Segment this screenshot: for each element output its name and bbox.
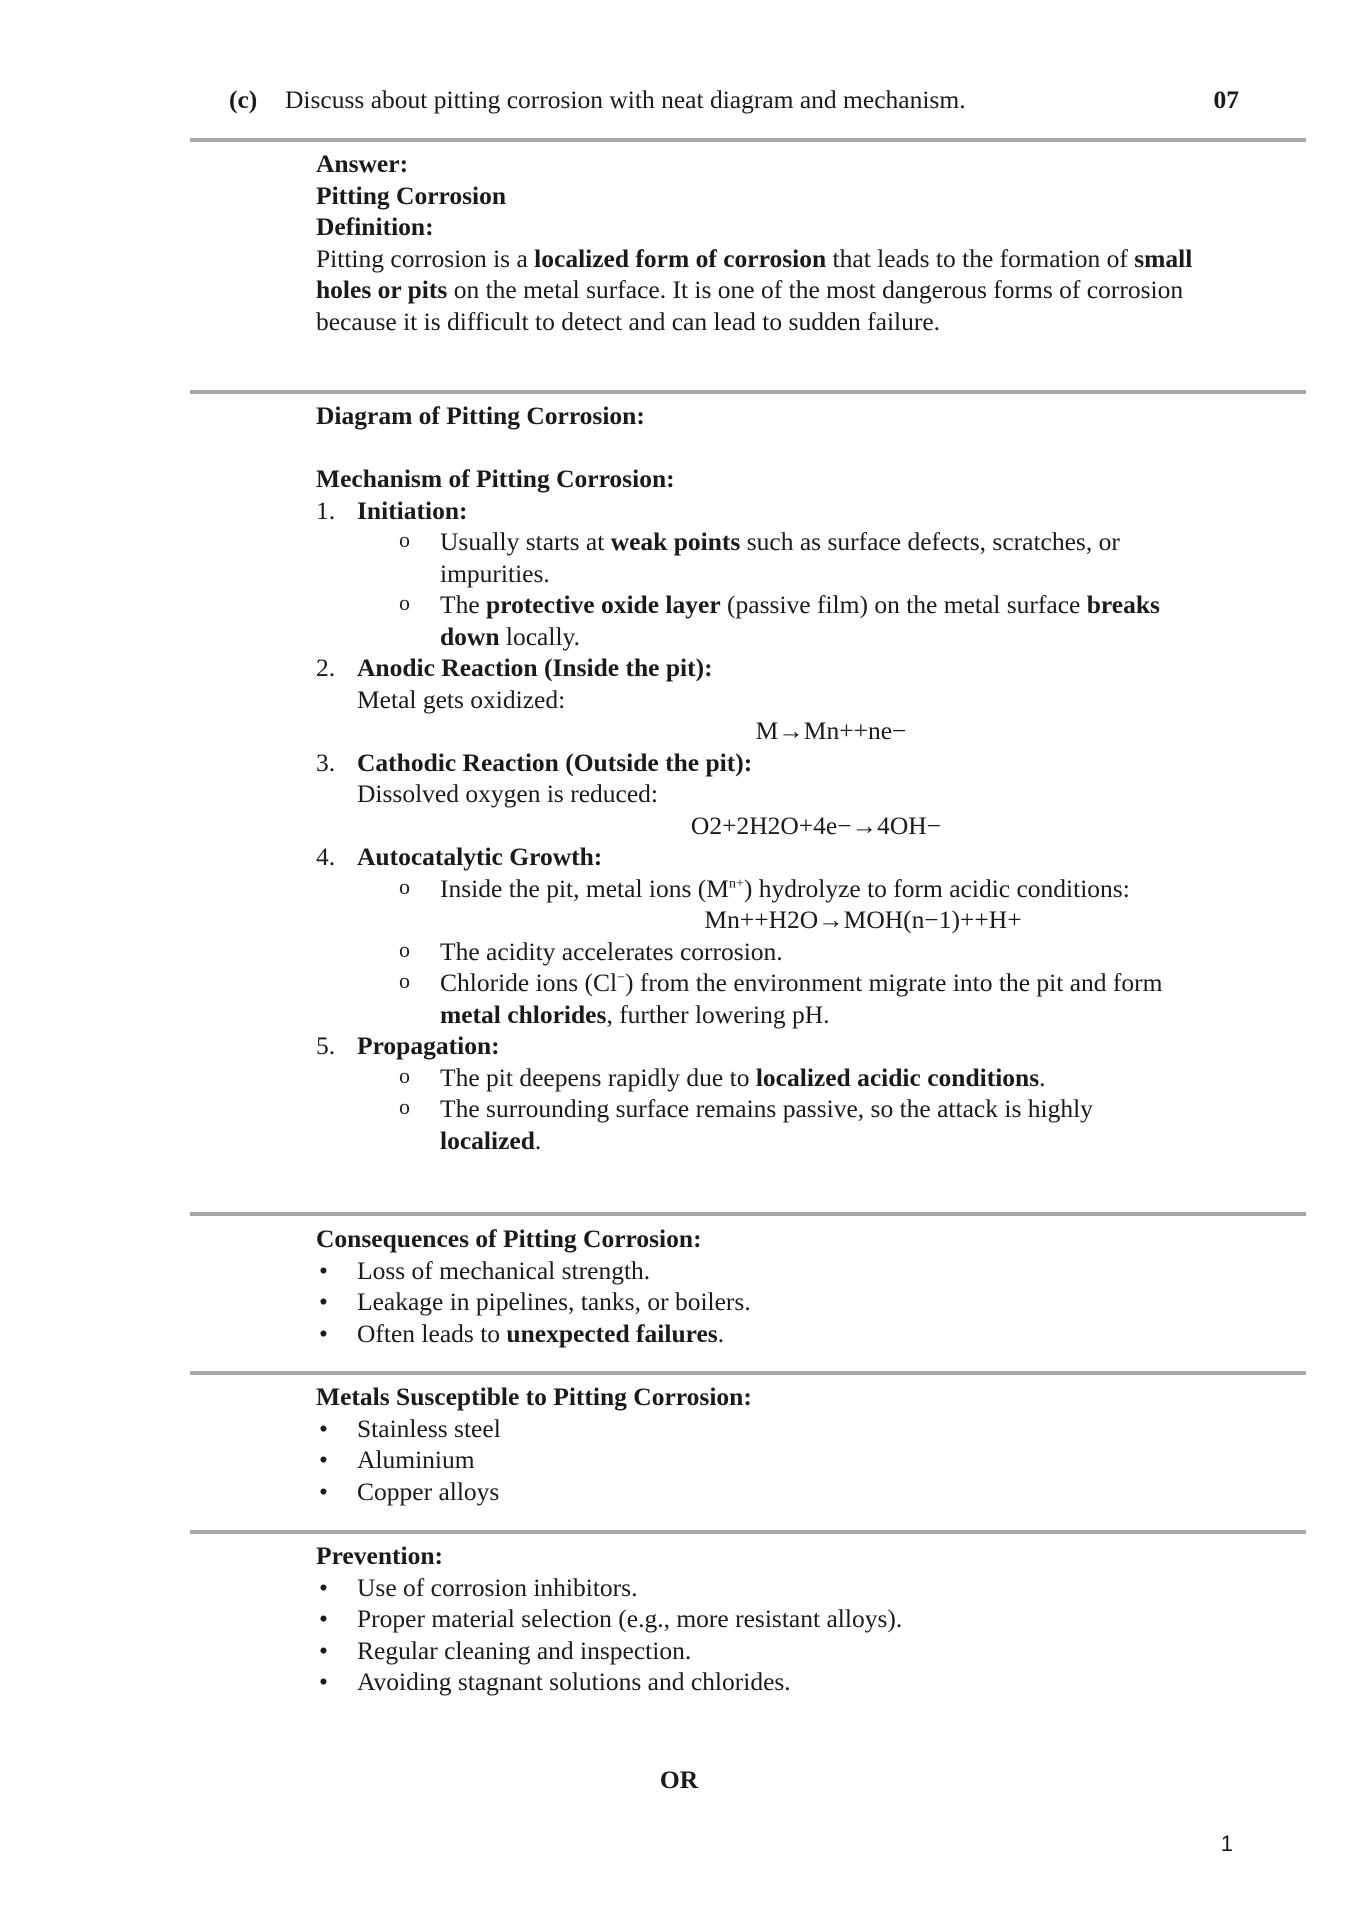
consequences-section bbox=[316, 1223, 1196, 1349]
bullet-dot: • bbox=[319, 1255, 328, 1285]
step-title: Anodic Reaction (Inside the pit): bbox=[357, 653, 713, 682]
list-item: o The protective oxide layer (passive film) on the metal surface breaks down locally. bbox=[316, 589, 1196, 652]
metals-section bbox=[316, 1381, 1196, 1507]
mechanism-step-propagation bbox=[316, 1030, 1196, 1062]
bullet-dot: • bbox=[319, 1635, 328, 1665]
or-separator: OR bbox=[659, 1765, 699, 1794]
list-item: • Aluminium bbox=[319, 1445, 475, 1474]
mechanism-step-cathodic bbox=[316, 747, 1196, 810]
bullet-o: o bbox=[399, 873, 410, 899]
list-item: • Stainless steel bbox=[319, 1413, 501, 1443]
answer-title: Pitting Corrosion bbox=[316, 180, 507, 210]
definition-paragraph: Pitting corrosion is a localized form of corrosion that leads to the formation of small holes or pits on the metal surface. It is one of the most dangerous forms of corrosion because it is difficult to detect and can lead to sudden failure. bbox=[316, 243, 1193, 336]
list-item: o Inside the pit, metal ions $(M^{n+})$ hydrolyze to form acidic conditions: Mn++H2O→MOH(n−1)++H+ bbox=[316, 873, 1196, 936]
step-number: 3. bbox=[316, 747, 336, 777]
list-item: o Usually starts at weak points such as surface defects, scratches, or impurities. bbox=[316, 526, 1196, 589]
cathodic-equation: O2+2H2O+4e−→4OH− bbox=[690, 810, 942, 840]
bullet-o: o bbox=[399, 1062, 410, 1088]
list-item: • Often leads to unexpected failures. bbox=[319, 1318, 725, 1348]
bullet-dot: • bbox=[319, 1476, 328, 1506]
consequences-list bbox=[316, 1255, 1196, 1350]
bullet-o: o bbox=[399, 590, 410, 615]
autocatalytic-list bbox=[316, 873, 1196, 1031]
prevention-heading: Prevention: bbox=[316, 1541, 444, 1570]
bullet-dot: • bbox=[319, 1413, 328, 1443]
step-text: Dissolved oxygen is reduced: bbox=[357, 779, 658, 808]
list-item: • Avoiding stagnant solutions and chlorides. bbox=[319, 1667, 791, 1696]
list-item: • Leakage in pipelines, tanks, or boilers. bbox=[319, 1287, 751, 1316]
step-number: 4. bbox=[316, 842, 336, 871]
prevention-section bbox=[316, 1540, 1196, 1698]
mechanism-step-anodic bbox=[316, 652, 1196, 715]
prevention-list bbox=[316, 1572, 1196, 1698]
bullet-dot: • bbox=[319, 1287, 328, 1316]
step-title: Cathodic Reaction (Outside the pit): bbox=[357, 747, 753, 777]
step-title: Propagation: bbox=[357, 1031, 500, 1060]
bullet-dot: • bbox=[319, 1318, 328, 1348]
list-item: • Proper material selection (e.g., more resistant alloys). bbox=[319, 1604, 903, 1633]
step-title: Autocatalytic Growth: bbox=[357, 842, 603, 871]
mechanism-heading: Mechanism of Pitting Corrosion: bbox=[316, 464, 675, 493]
list-item: • Copper alloys bbox=[319, 1476, 500, 1506]
question-label: (c) bbox=[229, 85, 258, 114]
hydrolysis-equation: Mn++H2O→MOH(n−1)++H+ bbox=[704, 905, 1022, 934]
divider bbox=[190, 1212, 1306, 1216]
step-title: Initiation: bbox=[357, 495, 468, 525]
bullet-o: o bbox=[399, 1094, 410, 1119]
definition-heading: Definition: bbox=[316, 212, 434, 241]
list-item: o Chloride ions (Cl−) from the environment migrate into the pit and form metal chlorides, further lowering pH. bbox=[316, 967, 1196, 1030]
step-number: 2. bbox=[316, 653, 336, 682]
bullet-o: o bbox=[399, 936, 410, 962]
list-item: o The surrounding surface remains passive, so the attack is highly localized. bbox=[316, 1093, 1196, 1156]
answer-section bbox=[316, 148, 1196, 337]
divider bbox=[190, 1371, 1306, 1375]
list-item: • Loss of mechanical strength. bbox=[319, 1255, 651, 1285]
mechanism-section bbox=[316, 400, 1196, 1156]
diagram-heading: Diagram of Pitting Corrosion: bbox=[316, 401, 645, 430]
list-item: • Use of corrosion inhibitors. bbox=[319, 1572, 638, 1602]
bullet-dot: • bbox=[319, 1667, 328, 1696]
step-number: 1. bbox=[316, 495, 336, 525]
question-text: Discuss about pitting corrosion with neat diagram and mechanism. bbox=[285, 85, 966, 114]
initiation-list bbox=[316, 526, 1196, 652]
question-line bbox=[229, 84, 1239, 116]
bullet-dot: • bbox=[319, 1572, 328, 1602]
bullet-dot: • bbox=[319, 1445, 328, 1474]
divider bbox=[190, 390, 1306, 394]
metals-list bbox=[316, 1413, 1196, 1508]
step-text: Metal gets oxidized: bbox=[357, 684, 566, 714]
mechanism-step-initiation bbox=[316, 495, 1196, 527]
divider bbox=[190, 1530, 1306, 1534]
consequences-heading: Consequences of Pitting Corrosion: bbox=[316, 1224, 702, 1253]
bullet-o: o bbox=[399, 968, 410, 993]
list-item: o The acidity accelerates corrosion. bbox=[316, 936, 1196, 968]
answer-heading: Answer: bbox=[316, 149, 409, 178]
divider bbox=[190, 138, 1306, 142]
step-number: 5. bbox=[316, 1031, 336, 1060]
bullet-o: o bbox=[399, 527, 410, 552]
anodic-equation: M→Mn++ne− bbox=[755, 716, 907, 745]
propagation-list bbox=[316, 1062, 1196, 1157]
mechanism-step-autocatalytic bbox=[316, 841, 1196, 873]
list-item: • Regular cleaning and inspection. bbox=[319, 1635, 692, 1665]
metals-heading: Metals Susceptible to Pitting Corrosion: bbox=[316, 1382, 752, 1411]
list-item: o The pit deepens rapidly due to localized acidic conditions. bbox=[316, 1062, 1196, 1094]
question-marks: 07 bbox=[1213, 85, 1239, 114]
page-number: 1 bbox=[1220, 1831, 1233, 1856]
bullet-dot: • bbox=[319, 1604, 328, 1633]
